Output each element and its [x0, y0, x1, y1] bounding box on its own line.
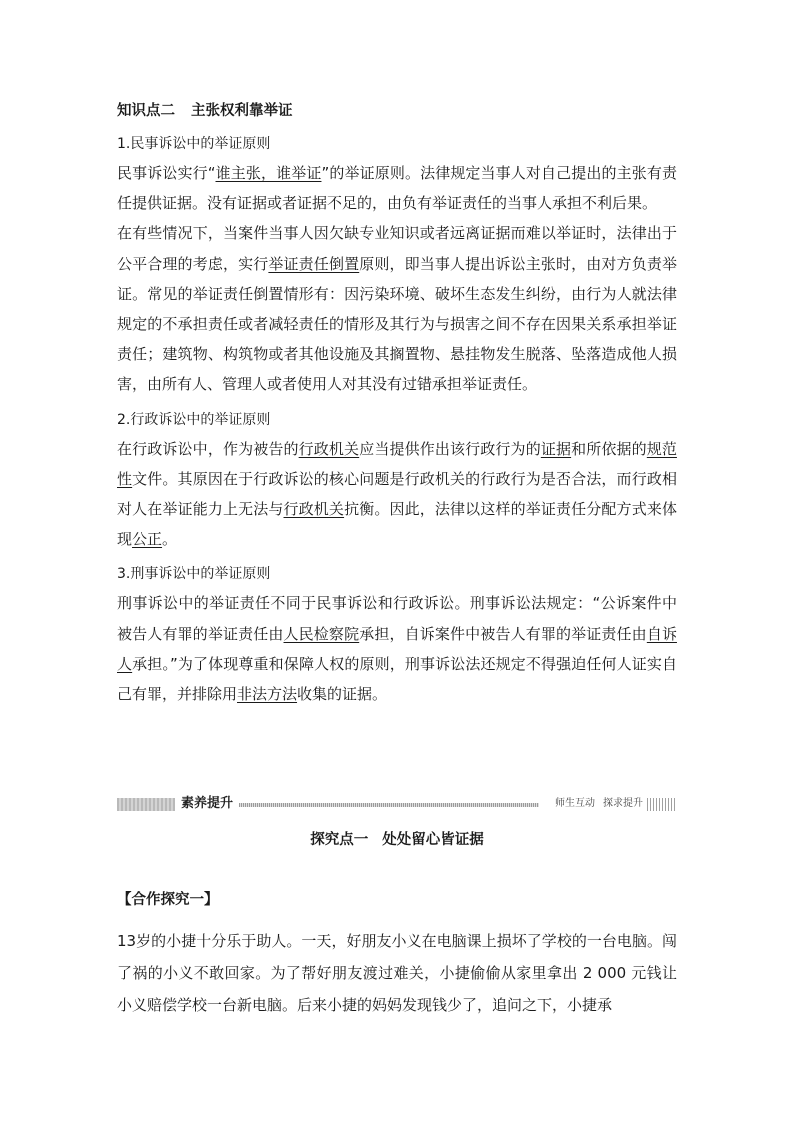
explore-title-text: 处处留心皆证据: [382, 832, 484, 848]
underlined-term: 非法方法: [237, 685, 298, 704]
admin-heading: 2.行政诉讼中的举证原则: [117, 411, 271, 428]
banner-right-bar: [647, 798, 677, 811]
section-title-prefix: 知识点二: [117, 103, 175, 119]
underlined-term: 举证责任倒置: [268, 254, 360, 273]
underlined-term: 谁主张，谁举证: [215, 164, 322, 182]
knowledge-section: [117, 98, 677, 709]
banner-tag-2: 探求提升: [603, 798, 643, 809]
civil-paragraph-2: 在有些情况下，当案件当事人因欠缺专业知识或者远离证据而难以举证时，法律出于公平合理的考虑，实行举证责任倒置原则，即当事人提出诉讼主张时，由对方负责举证。常见的举证责任倒置情形有：因污染环境、破坏生态发生纠纷，由行为人就法律规定的不承担责任或者减轻责任的情形及其行为与损害之间不存在因果关系承担举证责任；建筑物、构筑物或者其他设施及其搁置物、悬挂物发生脱落、坠落造成他人损害，由所有人、管理人或者使用人对其没有过错承担举证责任。: [117, 224, 677, 394]
literacy-banner: [117, 795, 677, 813]
banner-divider: [239, 803, 539, 807]
criminal-heading: 3.刑事诉讼中的举证原则: [117, 566, 271, 583]
section-title: [117, 98, 677, 124]
underlined-term: 自诉人: [117, 624, 677, 673]
cooperation-heading: 【合作探究一】: [117, 892, 219, 908]
cooperation-text: 13岁的小捷十分乐于助人。一天，好朋友小义在电脑课上损坏了学校的一台电脑。闯了祸的小义不敢回家。为了帮好朋友渡过难关，小捷偷偷从家里拿出 2 000 元钱让小义赔偿学校一台新电脑。后来小捷的妈妈发现钱少了，追问之下，小捷承: [117, 932, 677, 1014]
underlined-term: 证据: [540, 439, 572, 458]
explore-point-title: [117, 830, 677, 850]
underlined-term: 行政机关: [298, 439, 360, 458]
underlined-term: 行政机关: [283, 500, 345, 519]
civil-paragraph-1: 民事诉讼实行“谁主张，谁举证”的举证原则。法律规定当事人对自己提出的主张有责任提供证据。没有证据或者证据不足的，由负有举证责任的当事人承担不利后果。: [117, 164, 677, 213]
underlined-term: 公正: [132, 530, 163, 549]
criminal-paragraph: 刑事诉讼中的举证责任不同于民事诉讼和行政诉讼。刑事诉讼法规定：“公诉案件中被告人有罪的举证责任由人民检察院承担，自诉案件中被告人有罪的举证责任由自诉人承担。”为了体现尊重和保障人权的原则，刑事诉讼法还规定不得强迫任何人证实自己有罪，并排除用非法方法收集的证据。: [117, 594, 677, 704]
underlined-term: 人民检察院: [283, 624, 360, 643]
admin-paragraph: 在行政诉讼中，作为被告的行政机关应当提供作出该行政行为的证据和所依据的规范性文件。其原因在于行政诉讼的核心问题是行政机关的行政行为是否合法，而行政相对人在举证能力上无法与行政机关抗衡。因此，法律以这样的举证责任分配方式来体现公正。: [117, 439, 677, 549]
section-title-main: 主张权利靠举证: [191, 103, 293, 119]
banner-label: 素养提升: [175, 795, 239, 813]
banner-tags: [547, 796, 643, 812]
explore-prefix: 探究点一: [310, 832, 369, 848]
underlined-term: 规范性: [117, 439, 677, 488]
banner-tag-1: 师生互动: [555, 798, 595, 809]
civil-heading: 1.民事诉讼中的举证原则: [117, 136, 271, 152]
